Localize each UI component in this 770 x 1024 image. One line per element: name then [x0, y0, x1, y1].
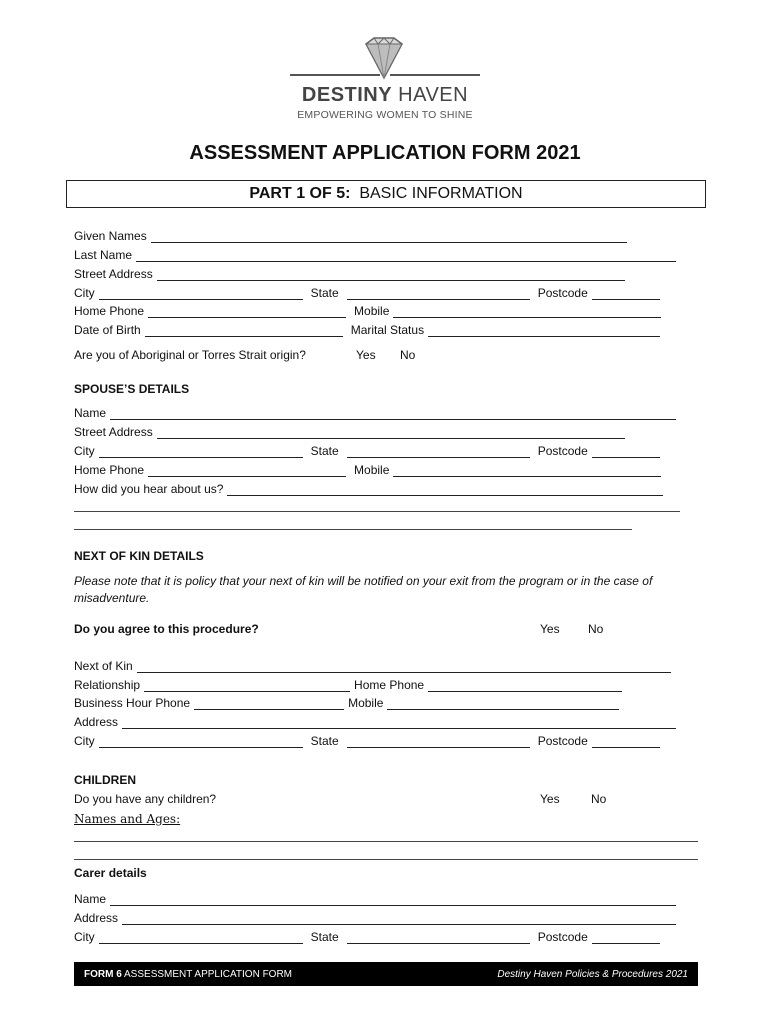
hear-about-line-3[interactable]	[74, 529, 632, 530]
carer-postcode-field[interactable]	[592, 931, 660, 944]
kin-name-field[interactable]	[137, 660, 671, 673]
page-title: ASSESSMENT APPLICATION FORM 2021	[189, 142, 581, 164]
carer-address-row: Address	[74, 909, 680, 925]
postcode-field[interactable]	[592, 287, 660, 300]
brand-tagline: EMPOWERING WOMEN TO SHINE	[297, 109, 473, 121]
footer-form-label: FORM 6 ASSESSMENT APPLICATION FORM	[84, 968, 293, 980]
city-row: City State Postcode	[74, 284, 680, 300]
kin-city-field[interactable]	[99, 735, 303, 748]
relationship-row: Relationship Home Phone	[74, 676, 680, 692]
logo-line-right	[390, 74, 480, 76]
given-names-row: Given Names	[74, 227, 680, 243]
spouse-postcode-field[interactable]	[592, 445, 660, 458]
marital-status-field[interactable]	[428, 324, 660, 337]
mobile-field[interactable]	[393, 305, 661, 318]
kin-agree-question: Do you agree to this procedure?	[74, 622, 259, 636]
spouse-home-phone-field[interactable]	[148, 464, 346, 477]
aboriginal-yes[interactable]: Yes	[356, 348, 376, 362]
spouse-heading: SPOUSE’S DETAILS	[74, 382, 190, 396]
kin-home-phone-field[interactable]	[428, 679, 622, 692]
given-names-field[interactable]	[151, 230, 627, 243]
kin-note: Please note that it is policy that your next of kin will be notified on your exit from the program or in the case of misadventure.	[74, 574, 653, 605]
names-ages-line-2[interactable]	[74, 859, 698, 860]
carer-city-field[interactable]	[99, 931, 303, 944]
home-phone-field[interactable]	[148, 305, 346, 318]
kin-agree-yes[interactable]: Yes	[540, 622, 560, 636]
carer-heading: Carer details	[74, 866, 147, 880]
spouse-name-field[interactable]	[110, 407, 676, 420]
children-no[interactable]: No	[591, 792, 607, 806]
business-phone-row: Business Hour Phone Mobile	[74, 694, 680, 710]
part-header: PART 1 OF 5: BASIC INFORMATION	[66, 180, 706, 208]
spouse-city-row: City State Postcode	[74, 442, 680, 458]
page-footer	[74, 962, 698, 986]
last-name-field[interactable]	[136, 249, 676, 262]
home-phone-row: Home Phone Mobile	[74, 302, 680, 318]
spouse-name-row: Name	[74, 404, 680, 420]
carer-name-row: Name	[74, 890, 680, 906]
kin-postcode-field[interactable]	[592, 735, 660, 748]
spouse-city-field[interactable]	[99, 445, 303, 458]
kin-address-field[interactable]	[122, 716, 676, 729]
spouse-state-field[interactable]	[347, 445, 530, 458]
carer-state-field[interactable]	[347, 931, 530, 944]
children-question: Do you have any children?	[74, 792, 217, 806]
spouse-address-field[interactable]	[157, 426, 625, 439]
aboriginal-question: Are you of Aboriginal or Torres Strait origin?	[74, 348, 306, 362]
dob-field[interactable]	[145, 324, 343, 337]
hear-about-row: How did you hear about us?	[74, 480, 680, 496]
kin-heading: NEXT OF KIN DETAILS	[74, 549, 204, 563]
street-address-field[interactable]	[157, 268, 625, 281]
carer-address-field[interactable]	[122, 912, 676, 925]
footer-right-text: Destiny Haven Policies & Procedures 2021	[497, 968, 688, 980]
children-heading: CHILDREN	[74, 773, 136, 787]
street-address-row: Street Address	[74, 265, 680, 281]
state-field[interactable]	[347, 287, 530, 300]
kin-city-row: City State Postcode	[74, 732, 680, 748]
dob-row: Date of Birth Marital Status	[74, 321, 680, 337]
names-ages-label: Names and Ages:	[74, 812, 181, 826]
kin-state-field[interactable]	[347, 735, 530, 748]
kin-name-row: Next of Kin	[74, 657, 680, 673]
logo-line-left	[290, 74, 380, 76]
relationship-field[interactable]	[144, 679, 350, 692]
children-yes[interactable]: Yes	[540, 792, 560, 806]
hear-about-line-2[interactable]	[74, 511, 680, 512]
aboriginal-no[interactable]: No	[400, 348, 416, 362]
hear-about-field[interactable]	[227, 483, 663, 496]
spouse-phone-row: Home Phone Mobile	[74, 461, 680, 477]
kin-agree-no[interactable]: No	[588, 622, 604, 636]
kin-mobile-field[interactable]	[387, 697, 619, 710]
city-field[interactable]	[99, 287, 303, 300]
business-phone-field[interactable]	[194, 697, 344, 710]
last-name-row: Last Name	[74, 246, 680, 262]
brand-name: DESTINY HAVEN	[301, 84, 469, 106]
carer-city-row: City State Postcode	[74, 928, 680, 944]
kin-address-row: Address	[74, 713, 680, 729]
logo	[290, 36, 480, 122]
spouse-mobile-field[interactable]	[393, 464, 661, 477]
spouse-address-row: Street Address	[74, 423, 680, 439]
names-ages-line-1[interactable]	[74, 841, 698, 842]
carer-name-field[interactable]	[110, 893, 676, 906]
